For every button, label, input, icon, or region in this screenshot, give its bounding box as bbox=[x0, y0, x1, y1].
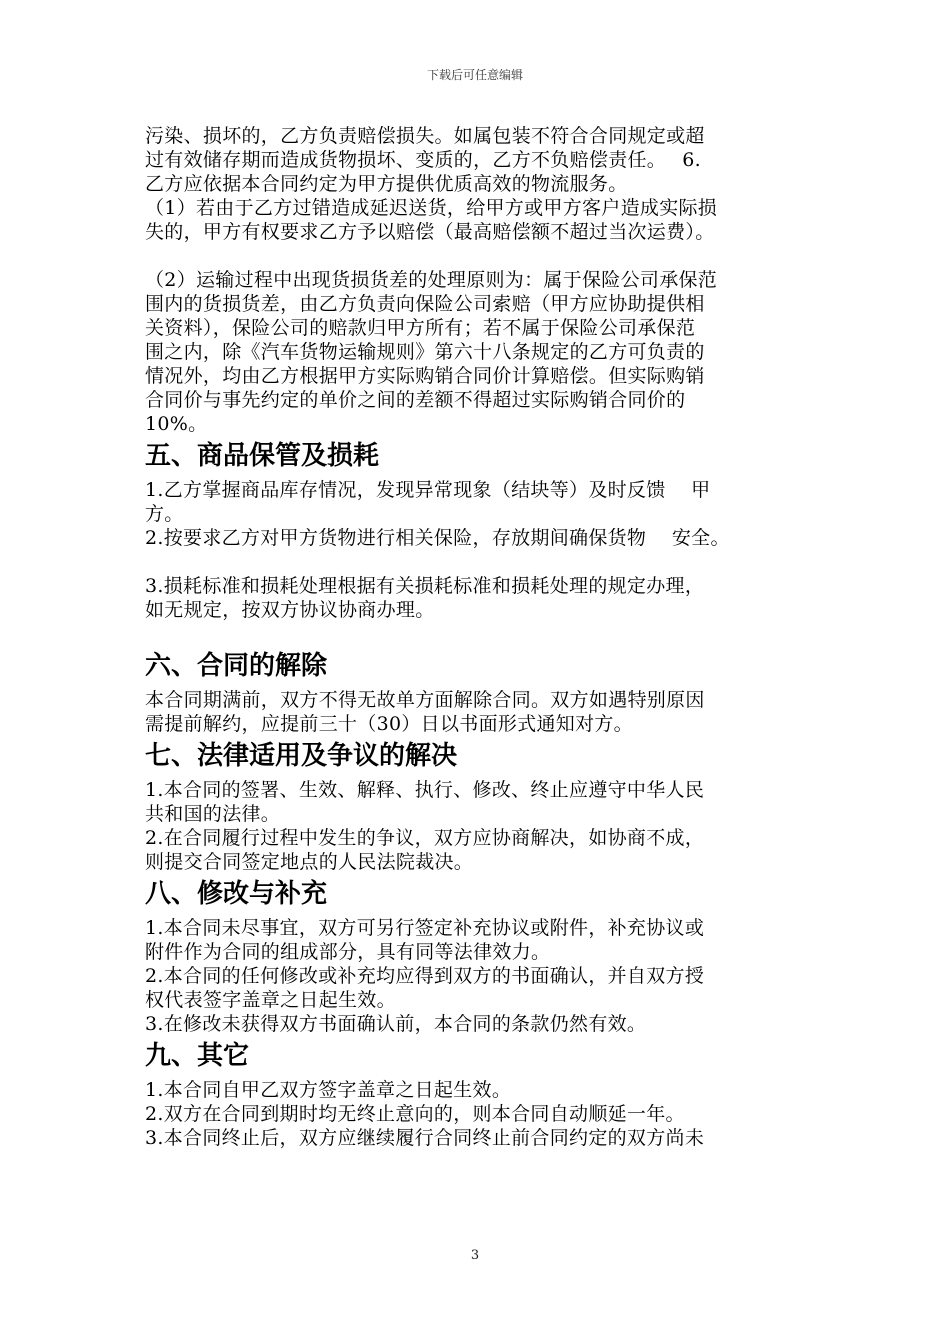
section-heading-6: 六、合同的解除 bbox=[145, 651, 328, 681]
section-9-line: 2.双方在合同到期时均无终止意向的，则本合同自动顺延一年。 bbox=[145, 1103, 685, 1125]
section-5-line: 1.乙方掌握商品库存情况，发现异常现象（结块等）及时反馈 甲 bbox=[145, 479, 711, 501]
paragraph-line: （2）运输过程中出现货损货差的处理原则为：属于保险公司承保范 bbox=[145, 269, 718, 291]
section-heading-5: 五、商品保管及损耗 bbox=[145, 441, 380, 471]
section-7-line: 则提交合同签定地点的人民法院裁决。 bbox=[145, 851, 474, 873]
section-7-line: 1.本合同的签署、生效、解释、执行、修改、终止应遵守中华人民 bbox=[145, 779, 705, 801]
page-header: 下载后可任意编辑 bbox=[426, 68, 523, 82]
section-5-line: 方。 bbox=[145, 503, 184, 525]
paragraph-line: 合同价与事先约定的单价之间的差额不得超过实际购销合同价的 bbox=[145, 389, 686, 411]
section-8-line: 2.本合同的任何修改或补充均应得到双方的书面确认，并自双方授 bbox=[145, 965, 705, 987]
section-heading-9: 九、其它 bbox=[145, 1041, 250, 1071]
paragraph-line: 污染、损坏的，乙方负责赔偿损失。如属包装不符合合同规定或超 bbox=[145, 125, 705, 147]
section-6-line: 需提前解约，应提前三十（30）日以书面形式通知对方。 bbox=[145, 713, 633, 735]
section-8-line: 3.在修改未获得双方书面确认前，本合同的条款仍然有效。 bbox=[145, 1013, 647, 1035]
section-5-line: 2.按要求乙方对甲方货物进行相关保险，存放期间确保货物 安全。 bbox=[145, 527, 730, 549]
paragraph-line: 围之内，除《汽车货物运输规则》第六十八条规定的乙方可负责的 bbox=[145, 341, 705, 363]
section-5-line: 如无规定，按双方协议协商办理。 bbox=[145, 599, 435, 621]
page-number: 3 bbox=[470, 1248, 480, 1263]
section-8-line: 权代表签字盖章之日起生效。 bbox=[145, 989, 396, 1011]
section-7-line: 共和国的法律。 bbox=[145, 803, 281, 825]
section-heading-8: 八、修改与补充 bbox=[145, 879, 328, 909]
section-7-line: 2.在合同履行过程中发生的争议，双方应协商解决，如协商不成， bbox=[145, 827, 705, 849]
paragraph-line: 乙方应依据本合同约定为甲方提供优质高效的物流服务。 bbox=[145, 173, 628, 195]
paragraph-line: 失的，甲方有权要求乙方予以赔偿（最高赔偿额不超过当次运费）。 bbox=[145, 221, 715, 243]
document-body bbox=[145, 124, 815, 1150]
paragraph-line: （1）若由于乙方过错造成延迟送货，给甲方或甲方客户造成实际损 bbox=[145, 197, 718, 219]
paragraph-line: 情况外，均由乙方根据甲方实际购销合同价计算赔偿。但实际购销 bbox=[145, 365, 705, 387]
paragraph-line: 过有效储存期而造成货物损坏、变质的，乙方不负赔偿责任。 6. bbox=[145, 149, 701, 171]
paragraph-line: 关资料），保险公司的赔款归甲方所有；若不属于保险公司承保范 bbox=[145, 317, 696, 339]
section-9-line: 1.本合同自甲乙双方签字盖章之日起生效。 bbox=[145, 1079, 512, 1101]
section-heading-7: 七、法律适用及争议的解决 bbox=[145, 741, 458, 771]
section-6-line: 本合同期满前，双方不得无故单方面解除合同。双方如遇特别原因 bbox=[145, 689, 705, 711]
section-8-line: 附件作为合同的组成部分，具有同等法律效力。 bbox=[145, 941, 551, 963]
paragraph-line: 围内的货损货差，由乙方负责向保险公司索赔（甲方应协助提供相 bbox=[145, 293, 705, 315]
section-8-line: 1.本合同未尽事宜，双方可另行签定补充协议或附件，补充协议或 bbox=[145, 917, 705, 939]
section-5-line: 3.损耗标准和损耗处理根据有关损耗标准和损耗处理的规定办理， bbox=[145, 575, 705, 597]
paragraph-line: 10%。 bbox=[145, 413, 208, 435]
section-9-line: 3.本合同终止后，双方应继续履行合同终止前合同约定的双方尚未 bbox=[145, 1127, 705, 1149]
